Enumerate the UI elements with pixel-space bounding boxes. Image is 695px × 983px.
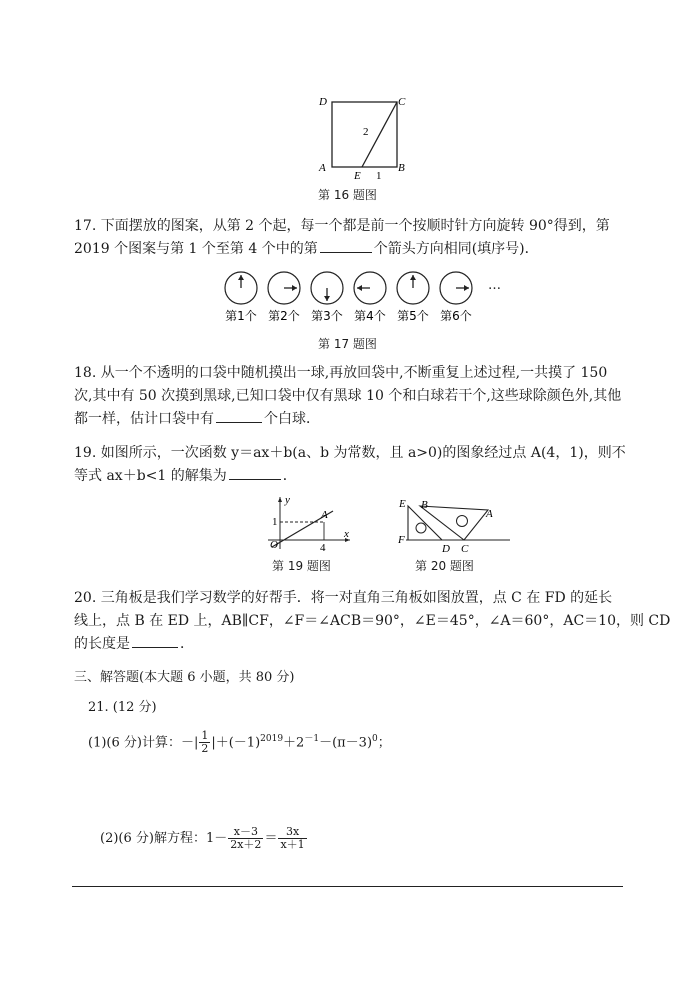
arrowhead xyxy=(324,296,330,301)
q18-line2: 次,其中有 50 次摸到黑球,已知口袋中仅有黑球 10 个和白球若干个,这些球除颜色外,其他 xyxy=(74,388,622,404)
question-19 xyxy=(74,442,626,488)
label-4: 4 xyxy=(320,542,326,553)
label-x: x xyxy=(344,528,349,540)
arrow-figure-label: 第4个 xyxy=(354,309,386,323)
section-heading-3: 三、解答题(本大题 6 小题，共 80 分) xyxy=(74,670,295,685)
arrow-figure-4 xyxy=(354,272,386,323)
arrow-figure-1 xyxy=(225,272,257,323)
ellipsis: … xyxy=(488,278,501,293)
arrowhead xyxy=(238,275,244,280)
fraction-one-half: $\frac{1}{2}$ xyxy=(201,729,209,756)
arrow-figure-label: 第1个 xyxy=(225,309,257,323)
arrowhead xyxy=(464,285,469,291)
hole-right xyxy=(457,516,468,527)
question-20 xyxy=(74,587,671,656)
arrow-figure-label: 第2个 xyxy=(268,309,300,323)
arrow-figure-label: 第5个 xyxy=(397,309,429,323)
bottom-rule xyxy=(72,886,623,887)
question-17 xyxy=(74,215,626,261)
q18-line3: 都一样，估计口袋中有 个白球． xyxy=(74,408,626,431)
q18-line1: 18. 从一个不透明的口袋中随机摸出一球,再放回袋中,不断重复上述过程,一共摸了 150 xyxy=(74,365,608,381)
q19-line2: 等式 ax＋b<1 的解集为 ． xyxy=(74,465,626,488)
arrowhead xyxy=(357,285,362,291)
triangle-abc xyxy=(420,506,488,540)
arrow-figure-2 xyxy=(268,272,300,323)
q20-line2: 线上，点 B 在 ED 上，AB∥CF，∠F＝∠ACB＝90°，∠E＝45°，∠A＝60°，AC＝10，则 CD xyxy=(74,613,671,629)
q17-line1: 17. 下面摆放的图案，从第 2 个起，每一个都是前一个按顺时针方向旋转 90°得到，第 xyxy=(74,218,610,234)
answer-blank-19 xyxy=(229,465,281,480)
label-e: E xyxy=(399,498,406,510)
fraction-left: $\frac{x-3}{2x+2}$ xyxy=(230,825,262,851)
label-1: 1 xyxy=(272,516,278,528)
label-c: C xyxy=(461,543,469,555)
hole-left xyxy=(416,523,426,533)
q21-part2: (2)(6 分)解方程：1－ $\frac{x-3}{2x+2}$ ＝ $\frac{3x}{x+1}$ xyxy=(100,825,305,851)
arrowhead xyxy=(410,275,416,280)
q20-line1: 20. 三角板是我们学习数学的好帮手．将一对直角三角板如图放置，点 C 在 FD 的延长 xyxy=(74,590,613,606)
label-d: D xyxy=(319,96,327,108)
q19-line1: 19. 如图所示，一次函数 y＝ax＋b(a、b 为常数，且 a>0)的图象经过点 A(4，1)，则不 xyxy=(74,445,626,461)
caption-fig20: 第 20 题图 xyxy=(415,559,474,573)
answer-blank-20 xyxy=(132,633,178,648)
question-18 xyxy=(74,362,626,431)
label-a: A xyxy=(486,508,493,520)
figure-20-set-squares xyxy=(396,495,516,555)
figure-19-graph xyxy=(258,493,358,553)
label-e: E xyxy=(354,170,361,182)
caption-fig16: 第 16 题图 xyxy=(318,188,377,202)
q20-line3: 的长度是 ． xyxy=(74,633,626,656)
figure-17-arrows xyxy=(220,268,510,326)
label-c: C xyxy=(398,96,406,108)
arrow-figure-3 xyxy=(311,272,343,323)
label-1: 1 xyxy=(376,170,382,182)
fraction-right: $\frac{3x}{x+1}$ xyxy=(280,825,305,851)
q21-heading: 21. (12 分) xyxy=(88,700,157,715)
label-f: F xyxy=(398,534,405,546)
arrow-figure-label: 第6个 xyxy=(440,309,472,323)
label-o: O xyxy=(270,539,278,551)
label-d: D xyxy=(442,543,450,555)
q21-part1: (1)(6 分)计算：－| $\frac{1}{2}$ $|+(-1)^{2019}+2^{-1}-(\pi-3)^0$； xyxy=(88,729,391,756)
answer-blank-17 xyxy=(320,238,372,253)
arrow-figure-6 xyxy=(440,272,472,323)
label-b: B xyxy=(398,162,405,174)
figure-16 xyxy=(312,92,412,182)
triangle-efd xyxy=(408,506,442,540)
caption-fig19: 第 19 题图 xyxy=(272,559,331,573)
label-a: A xyxy=(319,162,326,174)
answer-blank-18 xyxy=(216,408,262,423)
label-y: y xyxy=(285,494,290,506)
arrowhead xyxy=(292,285,297,291)
caption-fig17: 第 17 题图 xyxy=(318,337,377,351)
label-b: B xyxy=(421,499,428,511)
arrow-figure-5 xyxy=(397,272,429,323)
q17-line2: 2019 个图案与第 1 个至第 4 个中的第 个箭头方向相同(填序号)． xyxy=(74,238,626,261)
arrow-figure-label: 第3个 xyxy=(311,309,343,323)
label-2: 2 xyxy=(363,126,369,138)
label-a: A xyxy=(321,509,328,521)
